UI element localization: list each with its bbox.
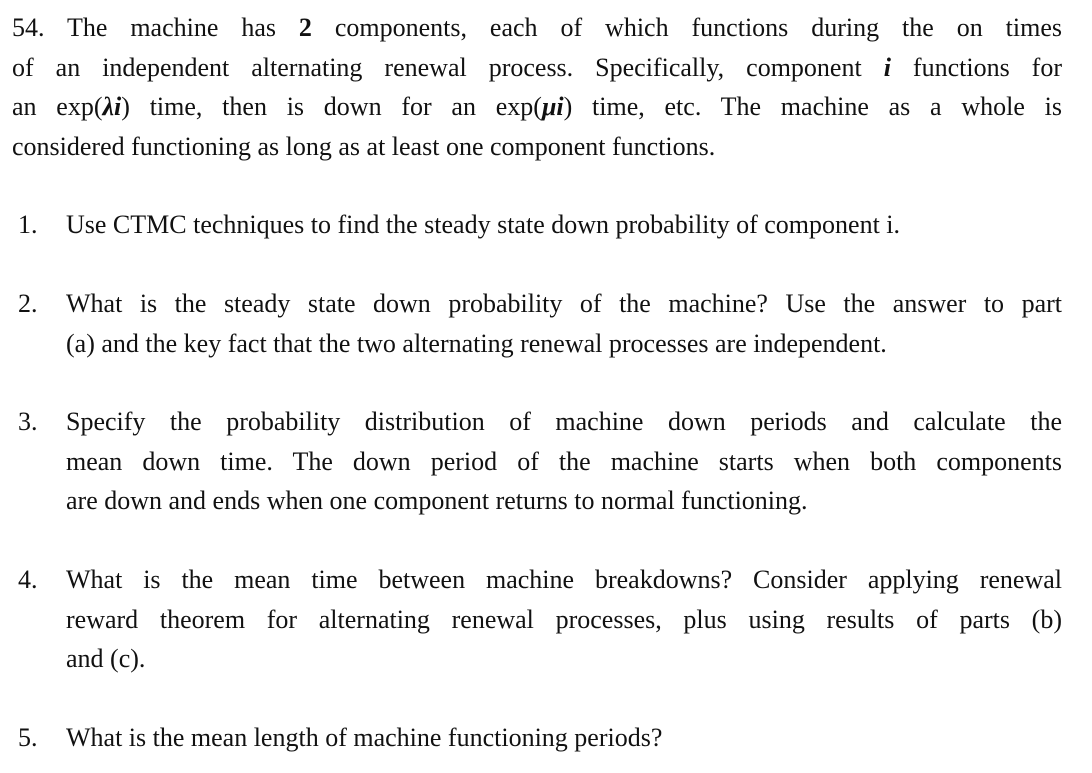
problem-statement: [12, 8, 1062, 166]
problem-text: functions for: [890, 52, 1062, 82]
problem-text: ) time, etc. The machine as a whole is: [563, 92, 1062, 121]
component-index-symbol: i: [883, 52, 891, 82]
question-line: What is the steady state down probability of the machine? Use the answer to part: [66, 289, 1062, 318]
question-text: [66, 718, 1062, 758]
question-text: [66, 205, 1062, 245]
question-line: Specify the probability distribution of machine down periods and calculate the: [66, 407, 1062, 436]
question-2: [18, 284, 1062, 363]
question-line: are down and ends when one component returns to normal functioning.: [66, 486, 808, 515]
problem-text: 54. The machine has: [12, 13, 299, 42]
problem-text: components, each of which functions during the on times: [311, 13, 1062, 42]
question-line: What is the mean time between machine breakdowns? Consider applying renewal: [66, 565, 1062, 594]
question-number: 5.: [18, 723, 38, 752]
question-text: [66, 284, 1062, 363]
problem-text: an exp(: [12, 92, 103, 121]
mu-symbol: μi: [541, 92, 564, 121]
question-line: mean down time. The down period of the machine starts when both components: [66, 446, 1062, 476]
question-line: Use CTMC techniques to find the steady state down probability of component i.: [66, 210, 901, 239]
problem-line-3: [12, 87, 1062, 127]
question-1: [18, 205, 1062, 245]
problem-text: ) time, then is down for an exp(: [121, 92, 542, 121]
question-number: 2.: [18, 289, 38, 318]
problem-line-1: [12, 8, 1062, 48]
question-line: (a) and the key fact that the two alternating renewal processes are independent.: [66, 328, 887, 358]
question-3: [18, 402, 1062, 521]
question-4: [18, 560, 1062, 679]
question-line: and (c).: [66, 644, 146, 673]
question-number: 3.: [18, 407, 38, 436]
problem-line-2: [12, 48, 1062, 88]
problem-line-4: considered functioning as long as at least one component functions.: [12, 131, 716, 161]
question-text: [66, 402, 1062, 521]
question-number: 4.: [18, 565, 38, 594]
question-text: [66, 560, 1062, 679]
question-number: 1.: [18, 210, 38, 239]
question-5: [18, 718, 1062, 758]
component-count: 2: [298, 13, 312, 42]
question-line: What is the mean length of machine functioning periods?: [66, 723, 663, 752]
lambda-symbol: λi: [102, 92, 122, 121]
question-line: reward theorem for alternating renewal processes, plus using results of parts (b): [66, 604, 1062, 634]
problem-text: of an independent alternating renewal process. Specifically, component: [12, 52, 884, 82]
